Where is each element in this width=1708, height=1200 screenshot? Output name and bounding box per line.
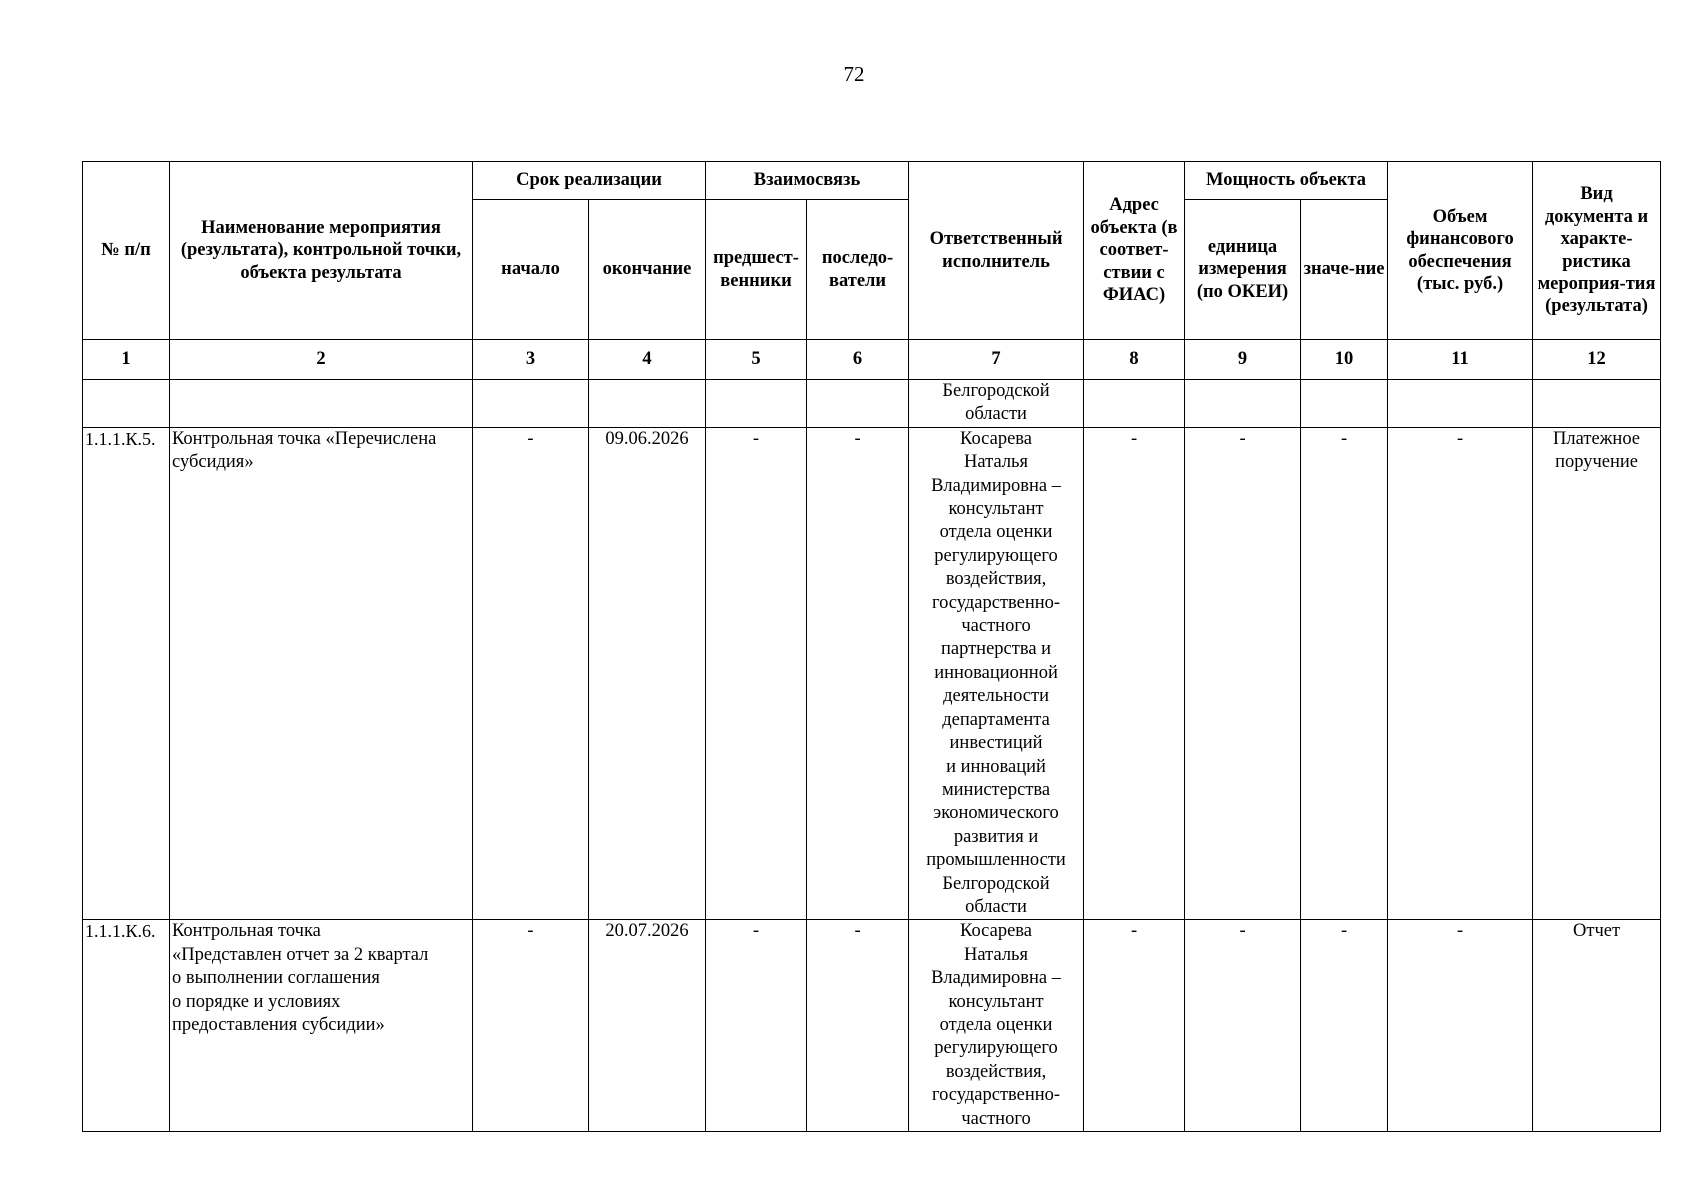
header-start: начало bbox=[473, 200, 589, 340]
responsible-line: государственно- bbox=[931, 1085, 1061, 1106]
column-number: 6 bbox=[807, 340, 909, 380]
start-date: - bbox=[473, 427, 589, 920]
responsible-line: Владимировна – bbox=[931, 968, 1061, 989]
table-cell bbox=[83, 380, 170, 428]
object-address: - bbox=[1084, 427, 1185, 920]
table-row bbox=[83, 427, 1661, 920]
header-successors: последо-ватели bbox=[807, 200, 909, 340]
responsible-line: воздействия, bbox=[945, 1061, 1047, 1082]
column-number: 8 bbox=[1084, 340, 1185, 380]
column-number-row bbox=[83, 340, 1661, 380]
header-capacity: Мощность объекта bbox=[1185, 162, 1388, 200]
predecessors: - bbox=[706, 920, 807, 1132]
successors: - bbox=[807, 427, 909, 920]
column-number: 3 bbox=[473, 340, 589, 380]
capacity-value: - bbox=[1301, 920, 1388, 1132]
document-type: Отчет bbox=[1533, 920, 1661, 1132]
responsible-line: инновационной bbox=[934, 662, 1058, 683]
document-type: Платежное поручение bbox=[1533, 427, 1661, 920]
table-cell bbox=[807, 380, 909, 428]
finance-volume: - bbox=[1388, 427, 1533, 920]
responsible-line: частного bbox=[961, 616, 1031, 637]
table-row bbox=[83, 920, 1661, 1132]
event-name bbox=[170, 920, 473, 1132]
header-address: Адрес объекта (в соответ-ствии с ФИАС) bbox=[1084, 162, 1185, 340]
header-period: Срок реализации bbox=[473, 162, 706, 200]
responsible-line: Наталья bbox=[964, 452, 1029, 473]
header-end: окончание bbox=[589, 200, 706, 340]
finance-volume: - bbox=[1388, 920, 1533, 1132]
responsible-line: министерства bbox=[941, 779, 1051, 800]
responsible-line: области bbox=[965, 404, 1027, 425]
start-date: - bbox=[473, 920, 589, 1132]
capacity-value: - bbox=[1301, 427, 1388, 920]
successors: - bbox=[807, 920, 909, 1132]
header-predecessors: предшест-венники bbox=[706, 200, 807, 340]
page-number: 72 bbox=[843, 62, 865, 86]
responsible-cell bbox=[909, 380, 1084, 428]
row-number: 1.1.1.К.6. bbox=[83, 920, 170, 1132]
responsible-line: инвестиций bbox=[949, 733, 1043, 754]
responsible-line: воздействия, bbox=[945, 569, 1047, 590]
event-name-line: «Представлен отчет за 2 квартал bbox=[172, 944, 429, 965]
responsible-line: отдела оценки bbox=[939, 522, 1053, 543]
header-name: Наименование мероприятия (результата), контрольной точки, объекта результата bbox=[170, 162, 473, 340]
header-link: Взаимосвязь bbox=[706, 162, 909, 200]
responsible-line: деятельности bbox=[943, 686, 1049, 707]
end-date: 09.06.2026 bbox=[589, 427, 706, 920]
table-cell bbox=[589, 380, 706, 428]
event-name-line: Контрольная точка bbox=[172, 921, 321, 942]
column-number: 12 bbox=[1533, 340, 1661, 380]
responsible-line: и инноваций bbox=[946, 756, 1046, 777]
responsible-line: Косарева bbox=[960, 428, 1032, 449]
column-number: 5 bbox=[706, 340, 807, 380]
header-document: Вид документа и характе-ристика мероприя-тия (результата) bbox=[1533, 162, 1661, 340]
column-number: 4 bbox=[589, 340, 706, 380]
responsible-line: Косарева bbox=[960, 921, 1032, 942]
table-cell bbox=[1185, 380, 1301, 428]
object-address: - bbox=[1084, 920, 1185, 1132]
responsible-line: Наталья bbox=[964, 944, 1029, 965]
event-name-line: предоставления субсидии» bbox=[172, 1014, 385, 1035]
table-cell bbox=[170, 380, 473, 428]
responsible-line: партнерства и bbox=[940, 639, 1052, 660]
responsible-line: департамента bbox=[942, 709, 1050, 730]
column-number: 7 bbox=[909, 340, 1084, 380]
end-date: 20.07.2026 bbox=[589, 920, 706, 1132]
responsible-line: отдела оценки bbox=[939, 1014, 1053, 1035]
event-name: Контрольная точка «Перечислена субсидия» bbox=[170, 427, 473, 920]
table-cell bbox=[1084, 380, 1185, 428]
header-unit: единица измерения (по ОКЕИ) bbox=[1185, 200, 1301, 340]
capacity-unit: - bbox=[1185, 920, 1301, 1132]
column-number: 2 bbox=[170, 340, 473, 380]
table-cell bbox=[1533, 380, 1661, 428]
responsible-line: консультант bbox=[948, 991, 1044, 1012]
header-finance: Объем финансового обеспечения (тыс. руб.) bbox=[1388, 162, 1533, 340]
event-name-line: о выполнении соглашения bbox=[172, 968, 380, 989]
predecessors: - bbox=[706, 427, 807, 920]
event-name-line: о порядке и условиях bbox=[172, 991, 341, 1012]
responsible-line: регулирующего bbox=[934, 545, 1058, 566]
responsible-line: промышленности bbox=[926, 850, 1066, 871]
table-cell bbox=[1388, 380, 1533, 428]
column-number: 10 bbox=[1301, 340, 1388, 380]
column-number: 11 bbox=[1388, 340, 1533, 380]
header-value: значе-ние bbox=[1301, 200, 1388, 340]
responsible-line: экономического bbox=[933, 803, 1059, 824]
column-number: 9 bbox=[1185, 340, 1301, 380]
responsible-cell bbox=[909, 920, 1084, 1132]
responsible-line: регулирующего bbox=[934, 1038, 1058, 1059]
table-cell bbox=[473, 380, 589, 428]
row-number: 1.1.1.К.5. bbox=[83, 427, 170, 920]
responsible-line: области bbox=[965, 896, 1027, 917]
capacity-unit: - bbox=[1185, 427, 1301, 920]
responsible-cell bbox=[909, 427, 1084, 920]
events-table bbox=[82, 161, 1661, 1132]
responsible-line: консультант bbox=[948, 499, 1044, 520]
responsible-line: частного bbox=[961, 1108, 1031, 1129]
table-cell bbox=[1301, 380, 1388, 428]
responsible-line: Белгородской bbox=[942, 873, 1050, 894]
responsible-line: государственно- bbox=[931, 592, 1061, 613]
continuation-row bbox=[83, 380, 1661, 428]
header-number: № п/п bbox=[83, 162, 170, 340]
responsible-line: Владимировна – bbox=[931, 475, 1061, 496]
column-number: 1 bbox=[83, 340, 170, 380]
header-responsible: Ответственный исполнитель bbox=[909, 162, 1084, 340]
header-row-1 bbox=[83, 162, 1661, 200]
responsible-line: развития и bbox=[953, 826, 1039, 847]
responsible-line: Белгородской bbox=[942, 381, 1050, 401]
table-cell bbox=[706, 380, 807, 428]
